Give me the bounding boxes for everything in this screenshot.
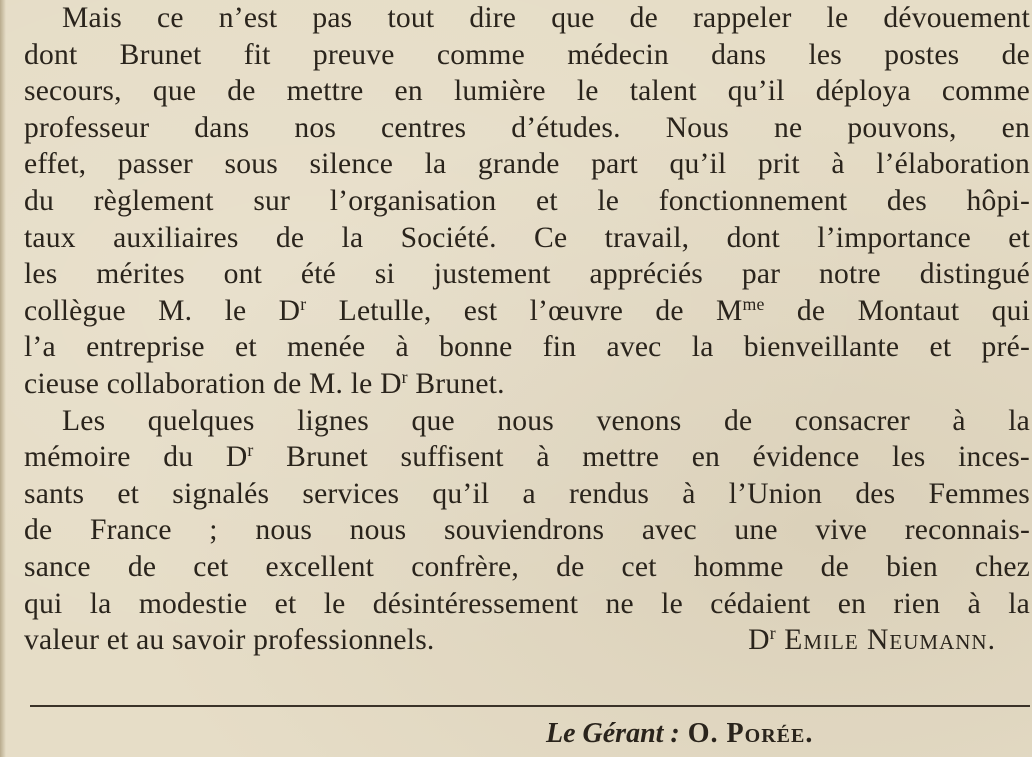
text-line: les mérites ont été si justement appréciés par notre distingué — [24, 258, 1030, 291]
superscript: r — [247, 440, 254, 461]
text-fragment: Brunet. — [407, 367, 505, 400]
text-line: Mais ce n’est pas tout dire que de rappeler le dévouement — [62, 2, 1030, 34]
text-line: dont Brunet fit preuve comme médecin dans les postes de — [24, 38, 1030, 71]
text-line — [24, 439, 1030, 476]
text-fragment: de Montaut qui — [764, 294, 1030, 327]
paragraph-2 — [24, 403, 1030, 659]
superscript: r — [300, 293, 307, 314]
text-fragment: mémoire du D — [24, 441, 248, 474]
superscript: r — [769, 623, 776, 644]
text-line: Les quelques lignes que nous venons de consacrer à la — [62, 404, 1030, 437]
superscript: me — [742, 293, 765, 314]
text-line — [24, 293, 1030, 330]
signature-prefix: D — [748, 624, 770, 657]
text-fragment: Letulle, est l’œuvre de M — [306, 294, 743, 327]
text-line: effet, passer sous silence la grande part qu’il prit à l’élaboration — [24, 148, 1030, 181]
text-line: sance de cet excellent confrère, de cet homme de bien chez — [24, 550, 1030, 583]
text-line: qui la modestie et le désintéressement ne le cédaient en rien à la — [24, 587, 1030, 620]
article-body — [24, 0, 1030, 659]
footer-rule — [30, 705, 1030, 707]
text-line: valeur et au savoir professionnels. — [24, 624, 435, 657]
text-line: sants et signalés services qu’il a rendus à l’Union des Femmes — [24, 477, 1030, 510]
text-fragment: Brunet suffisent à mettre en évidence les inces- — [253, 441, 1030, 474]
gerant-name: O. Porée. — [679, 718, 814, 749]
text-line: taux auxiliaires de la Société. Ce travail, dont l’importance et — [24, 221, 1030, 254]
text-fragment: cieuse collaboration de M. le D — [24, 367, 402, 400]
text-line: l’a entreprise et menée à bonne fin avec la bienveillante et pré- — [24, 331, 1030, 364]
footer-gerant — [546, 717, 813, 751]
paragraph-1 — [24, 0, 1030, 403]
gerant-label: Le Gérant : — [546, 718, 680, 749]
page-edge-shadow — [0, 0, 6, 757]
superscript: r — [401, 367, 408, 388]
author-name: Emile Neumann. — [775, 624, 996, 657]
text-line: professeur dans nos centres d’études. Nous ne pouvons, en — [24, 111, 1030, 144]
text-line: secours, que de mettre en lumière le talent qu’il déploya comme — [24, 75, 1030, 108]
author-signature — [748, 622, 1030, 659]
text-fragment: collègue M. le D — [24, 294, 301, 327]
text-line — [24, 366, 1030, 403]
text-line: du règlement sur l’organisation et le fonctionnement des hôpi- — [24, 184, 1030, 217]
closing-line — [24, 622, 1030, 659]
text-line: de France ; nous nous souviendrons avec une vive reconnais- — [24, 514, 1030, 547]
